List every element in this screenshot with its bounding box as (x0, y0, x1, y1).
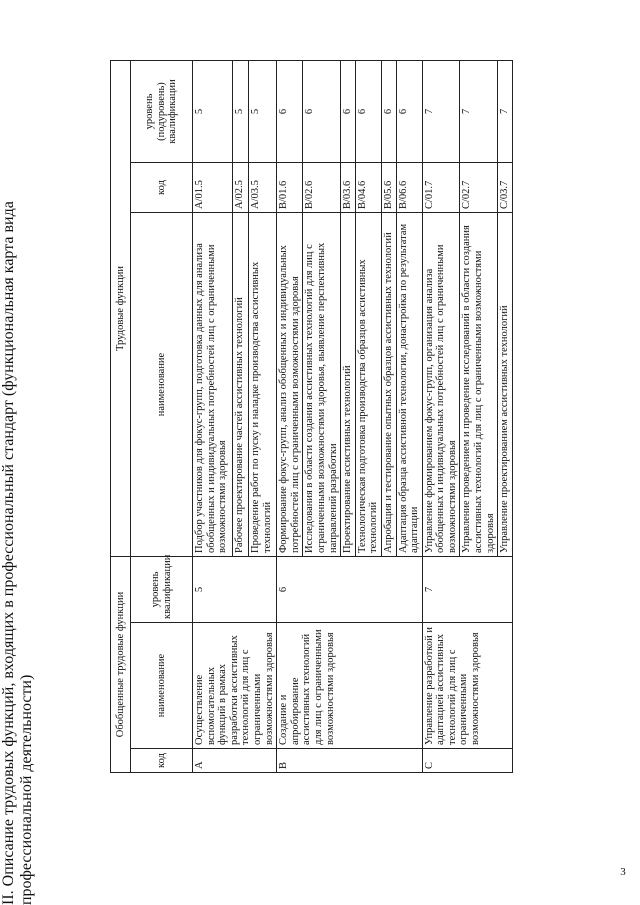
labor-function-name: Рабочее проектирование частей ассистивных технологий (233, 213, 249, 557)
labor-function-level: 7 (422, 60, 460, 162)
labor-function-code: B/03.6 (341, 163, 356, 213)
labor-function-code: B/06.6 (396, 163, 422, 213)
labor-function-code: B/01.6 (277, 163, 303, 213)
labor-function-name: Технологическая подготовка производства образцов ассистивных технологий (355, 213, 381, 557)
labor-function-level: 6 (341, 60, 356, 162)
generalized-function-name: Осуществление вспомогательных функций в рамках разработки ассистивных технологий для лиц с ограниченными возможностями здоровья (193, 623, 277, 749)
header-labor-functions: Трудовые функции (111, 60, 131, 556)
labor-function-level: 6 (396, 60, 422, 162)
header-function-code: код (131, 163, 193, 213)
labor-function-level: 6 (355, 60, 381, 162)
labor-function-level: 7 (498, 60, 513, 162)
labor-function-code: C/01.7 (422, 163, 460, 213)
header-code: код (131, 749, 193, 773)
labor-function-code: A/02.5 (233, 163, 249, 213)
generalized-function-level: 7 (422, 557, 512, 623)
labor-function-code: A/03.5 (249, 163, 277, 213)
labor-function-code: A/01.5 (193, 163, 233, 213)
generalized-function-level: 5 (193, 557, 277, 623)
section-title-line-1: II. Описание трудовых функций, входящих в профессиональный стандарт (функциональная карта вида (0, 201, 17, 905)
generalized-function-level: 6 (277, 557, 423, 623)
labor-function-level: 5 (193, 60, 233, 162)
generalized-function-code: C (422, 749, 512, 773)
labor-function-code: B/05.6 (381, 163, 396, 213)
header-qualification-level: уровень квалификации (131, 557, 193, 623)
labor-function-level: 5 (233, 60, 249, 162)
header-name: наименование (131, 623, 193, 749)
labor-function-name: Апробация и тестирование опытных образцов ассистивных технологий (381, 213, 396, 557)
labor-function-name: Подбор участников для фокус-групп, подготовка данных для анализа обобщенных и индивидуальных потребностей лиц с ограниченными возможностями здоровья (193, 213, 233, 557)
generalized-function-name: Создание и апробирование ассистивных технологий для лиц с ограниченными возможностями здоровья (277, 623, 423, 749)
labor-function-level: 6 (303, 60, 341, 162)
labor-function-level: 6 (381, 60, 396, 162)
table-row (277, 60, 303, 772)
labor-function-code: C/03.7 (498, 163, 513, 213)
labor-function-level: 5 (249, 60, 277, 162)
labor-function-name: Исследования в области создания ассистивных технологий для лиц с ограниченными возможностями здоровья, выявление перспективных направлений разработки (303, 213, 341, 557)
table-body (193, 60, 513, 772)
labor-function-code: B/02.6 (303, 163, 341, 213)
labor-function-name: Проведение работ по пуску и наладке производства ассистивных технологий (249, 213, 277, 557)
labor-function-level: 7 (460, 60, 498, 162)
labor-function-name: Управление проектированием ассистивных технологий (498, 213, 513, 557)
header-function-name: наименование (131, 213, 193, 557)
labor-function-name: Адаптация образца ассистивной технологии, донастройка по результатам адаптации (396, 213, 422, 557)
generalized-function-code: B (277, 749, 423, 773)
labor-function-code: C/02.7 (460, 163, 498, 213)
labor-function-name: Проектирование ассистивных технологий (341, 213, 356, 557)
generalized-function-code: A (193, 749, 277, 773)
section-title-line-2: профессиональной деятельности) (18, 674, 35, 905)
header-function-level: уровень (подуровень) квалификации (131, 60, 193, 162)
table-row (422, 60, 460, 772)
page-number: 3 (620, 866, 626, 878)
header-generalized-functions: Обобщенные трудовые функции (111, 557, 131, 773)
generalized-function-name: Управление разработкой и адаптацией ассистивных технологий для лиц с ограниченными возможностями здоровья (422, 623, 512, 749)
table-row (193, 60, 233, 772)
labor-function-name: Управление формированием фокус-групп, организация анализа обобщенных и индивидуальных потребностей лиц с ограниченными возможностями здоровья (422, 213, 460, 557)
labor-function-level: 6 (277, 60, 303, 162)
functional-map-table (110, 60, 513, 773)
labor-function-name: Управление проведением и проведение исследований в области создания ассистивных технологий для лиц с ограниченными возможностями здоровья (460, 213, 498, 557)
labor-function-code: B/04.6 (355, 163, 381, 213)
labor-function-name: Формирование фокус-групп, анализ обобщенных и индивидуальных потребностей лиц с ограниченными возможностями здоровья (277, 213, 303, 557)
